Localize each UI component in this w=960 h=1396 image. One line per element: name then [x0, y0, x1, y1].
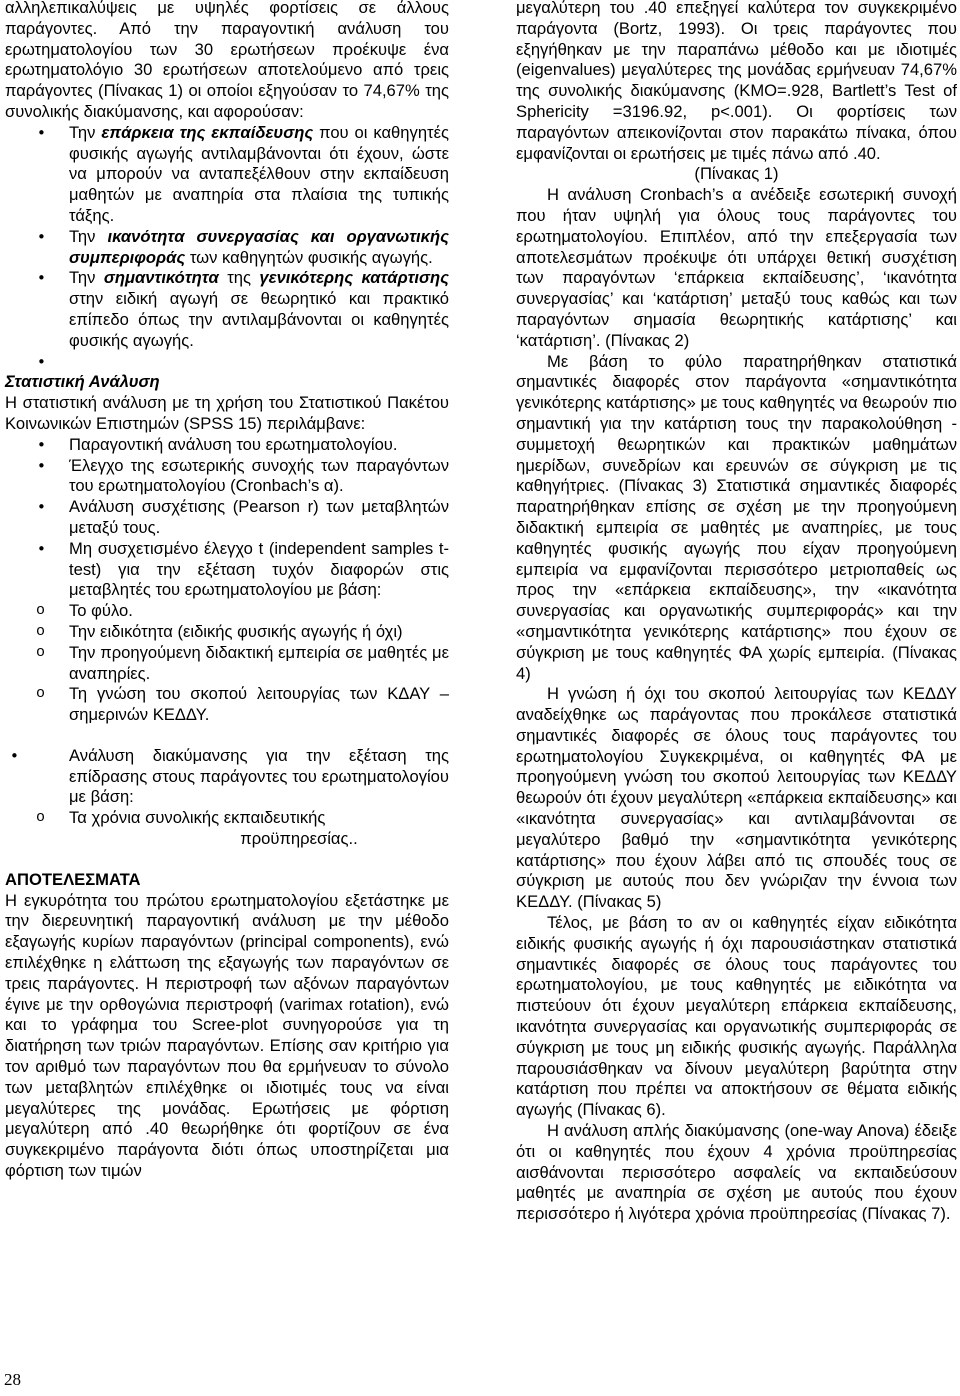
- anova-subitem: o Τα χρόνια συνολικής εκπαιδευτικής προϋπηρεσίας..: [5, 808, 449, 850]
- stats-item: • Μη συσχετισμένο έλεγχο t (independent samples t-test) για την εξέταση τυχόν διαφορών στις μεταβλητές του ερωτηματολογίου με βάση: o Το φύλο. o Την ειδικότητα (ειδικής φυσικής αγωγής ή όχι) o Την προηγούμενη διδακτική εμπειρία σε μαθητές με αναπηρίες. o Τη γνώση του σκοπού λειτουργίας των ΚΔΑΥ – σημερινών ΚΕΔΔΥ.: [5, 539, 449, 726]
- anova-item: • Ανάλυση διακύμανσης για την εξέταση της επίδρασης στους παράγοντες του ερωτηματολογίου με βάση:: [10, 745, 449, 807]
- ttest-subitem: o Τη γνώση του σκοπού λειτουργίας των ΚΔΑΥ – σημερινών ΚΕΔΔΥ.: [5, 684, 449, 726]
- factor-item-3: • Την σημαντικότητα της γενικότερης κατάρτισης στην ειδική αγωγή σε θεωρητικό και πρακτικό επίπεδο όπως την αντιλαμβάνονται οι καθηγητές φυσικής αγωγής.: [5, 268, 449, 351]
- factor-term: ικανότητα συνεργασίας και οργανωτικής συμπεριφοράς: [69, 226, 449, 267]
- results-heading: ΑΠΟΤΕΛΕΣΜΑΤΑ: [5, 869, 141, 889]
- right-column: [516, 0, 957, 1225]
- factor-term: επάρκεια της εκπαίδευσης: [101, 122, 314, 142]
- page-number: 28: [4, 1370, 21, 1389]
- stats-item: • Ανάλυση συσχέτισης (Pearson r) των μεταβλητών μεταξύ τους.: [5, 497, 449, 539]
- factor-list: [5, 123, 449, 352]
- factor-term: σημαντικότητα: [103, 268, 219, 288]
- stats-heading: Στατιστική Ανάλυση: [5, 372, 160, 392]
- stats-item: • Παραγοντική ανάλυση του ερωτηματολογίου.: [5, 435, 449, 456]
- table-ref-1: (Πίνακας 1): [694, 164, 779, 184]
- ttest-subitem: o Την ειδικότητα (ειδικής φυσικής αγωγής ή όχι): [5, 622, 449, 643]
- ttest-subitem: o Το φύλο.: [5, 601, 449, 622]
- factor-term: γενικότερης κατάρτισης: [259, 268, 449, 288]
- right-paragraph-3: Με βάση το φύλο παρατηρήθηκαν στατιστικά σημαντικές διαφορές στον παράγοντα «σημαντικότητα γενικότερης κατάρτισης» με τους καθηγητές να θεωρούν πιο σημαντική για την κατάρτιση τους την παρακολούθηση - συμμετοχή θεωρητικών και πρακτικών μαθημάτων ημερίδων, συνεδρίων και ερευνών σε σύγκριση με τις καθηγήτριες. (Πίνακας 3) Στατιστικά σημαντικές διαφορές παρατηρήθηκαν επίσης σε σχέση με την προηγούμενη διδακτική εμπειρία σε μαθητές με αναπηρίες, με τους καθηγητές φυσικής αγωγής που είχαν προηγούμενη εμπειρία να εμφανίζονται περισσότερο μετριοπαθείς ως προς την «επάρκεια εκπαίδευσης», την «ικανότητα συνεργασίας και οργανωτικής συμπεριφοράς» και την «σημαντικότητα γενικότερης κατάρτισης» που έχουν σε σύγκριση με τους καθηγητές ΦΑ χωρίς εμπειρία. (Πίνακας 4): [516, 351, 957, 683]
- stats-intro: Η στατιστική ανάλυση με τη χρήση του Στατιστικού Πακέτου Κοινωνικών Επιστημών (SPSS 15) περιλάμβανε:: [5, 393, 449, 433]
- anova-sublist: [5, 808, 449, 850]
- bullet-icon: •: [10, 746, 19, 765]
- stats-list: [5, 435, 449, 726]
- ttest-sublist: [5, 601, 449, 726]
- ttest-subitem: o Την προηγούμενη διδακτική εμπειρία σε μαθητές με αναπηρίες.: [5, 643, 449, 685]
- right-paragraph-1: μεγαλύτερη του .40 επεξηγεί καλύτερα τον συγκεκριμένο παράγοντα (Bortz, 1993). Οι τρεις παράγοντες που εξηγήθηκαν με την παραπάνω μέθοδο και με ιδιοτιμές (eigenvalues) μεγαλύτερες της μονάδας ερμήνευαν 74,67% της συνολικής διακύμανσης (ΚΜΟ=.928, Bartlett’s Test of Sphericity =3196.92, p<.001). Οι φορτίσεις των παραγόντων απεικονίζονται στον παρακάτω πίνακα, όπου εμφανίζονται οι ερωτήσεις με τιμές πάνω από .40.: [516, 0, 957, 163]
- results-paragraph: Η εγκυρότητα του πρώτου ερωτηματολογίου εξετάστηκε με την διερευνητική παραγοντική ανάλυση με την μέθοδο εξαγωγής κυρίων παραγόντων (principal components), ενώ επιλέχθηκε η ελάττωση της εξαγωγής των παραγόντων σε τρεις παράγοντες. Η περιστροφή των αξόνων παραγόντων έγινε με την ορθογώνια περιστροφή (varimax rotation), ενώ και το γράφημα του Scree-plot συνηγορούσε για τη διατήρηση των τριών παραγόντων. Επίσης σαν κριτήριο για τον αριθμό των παραγόντων που θα ερμήνευαν το σύνολο των μεταβλητών επιλέχθηκε οι ιδιοτιμές τους να είναι μεγαλύτερες της μονάδας. Ερωτήσεις με φόρτιση μεγαλύτερη από .40 θεωρήθηκε ότι φορτίζουν σε ένα συγκεκριμένο παράγοντα διότι όπως υποστηρίζεται μια φόρτιση των τιμών: [5, 890, 449, 1181]
- stats-item: • Έλεγχο της εσωτερικής συνοχής των παραγόντων του ερωτηματολογίου (Cronbach’s α).: [5, 456, 449, 498]
- left-column: [5, 0, 449, 1182]
- right-paragraph-2: Η ανάλυση Cronbach’s α ανέδειξε εσωτερική συνοχή που ήταν υψηλή για όλους τους παράγοντες του ερωτηματολογίου. Επιπλέον, από την επεξεργασία των αποτελεσμάτων προέκυψε ότι υπάρχει θετική συσχέτιση των παραγόντων ‘επάρκεια εκπαίδευσης’, ‘ικανότητα συνεργασίας’ και ‘κατάρτιση’ μεταξύ τους καθώς και των παραγόντων σημασία θεωρητικής κατάρτισης’ και ‘κατάρτιση’. (Πίνακας 2): [516, 185, 957, 350]
- right-paragraph-5: Τέλος, με βάση το αν οι καθηγητές είχαν ειδικότητα ειδικής φυσικής αγωγής ή όχι παρουσιάστηκαν στατιστικά σημαντικές διαφορές σε όλους τους παράγοντες του ερωτηματολογίου, με τους καθηγητές με ειδικότητα να πιστεύουν ότι έχουν μεγαλύτερη επάρκεια εκπαίδευσης, ικανότητα συνεργασίας και οργανωτικής συμπεριφοράς σε σύγκριση με τους μη ειδικής φυσικής αγωγής. Παράλληλα παρουσιάσθηκαν να δίνουν μεγαλύτερη βαρύτητα στην κατάρτιση που πρέπει να αποκτήσουν σε θέματα ειδικής αγωγής (Πίνακας 6).: [516, 913, 957, 1120]
- right-paragraph-6: Η ανάλυση απλής διακύμανσης (one-way Anova) έδειξε ότι οι καθηγητές που έχουν 4 χρόνια προϋπηρεσίας αισθάνονται περισσότερο ασφαλείς να εκπαιδεύσουν μαθητές με αναπηρία σε σχέση με αυτούς που έχουν περισσότερο ή λιγότερα χρόνια προϋπηρεσίας (Πίνακας 7).: [516, 1121, 957, 1224]
- empty-bullet-icon: [5, 352, 449, 373]
- right-paragraph-4: Η γνώση ή όχι του σκοπού λειτουργίας των ΚΕΔΔΥ αναδείχθηκε ως παράγοντας που προκάλεσε στατιστικά σημαντικές διαφορές σε όλους τους παράγοντες του ερωτηματολογίου Συγκεκριμένα, οι καθηγητές ΦΑ με προηγούμενη γνώση του σκοπού λειτουργίας των ΚΕΔΔΥ θεωρούν ότι έχουν μεγαλύτερη «επάρκεια εκπαίδευσης» και «ικανότητα συνεργασίας» και αντιλαμβάνονται σε μεγαλύτερο βαθμό την «σημαντικότητα γενικότερης κατάρτισης» που έχουν λάβει από τις σπουδές τους σε σύγκριση με αυτούς που δεν γνώριζαν την έννοια των ΚΕΔΔΥ. (Πίνακας 5): [516, 684, 957, 912]
- factor-item-2: • Την ικανότητα συνεργασίας και οργανωτικής συμπεριφοράς των καθηγητών φυσικής αγωγής.: [5, 227, 449, 269]
- intro-paragraph: αλληλεπικαλύψεις με υψηλές φορτίσεις σε άλλους παράγοντες. Από την παραγοντική ανάλυση του ερωτηματολογίου των 30 ερωτήσεων προέκυψε ένα ερωτηματολόγιο 30 ερωτήσεων αποτελούμενο από τρεις παράγοντες (Πίνακας 1) οι οποίοι εξηγούσαν το 74,67% της συνολικής διακύμανσης, και αφορούσαν:: [5, 0, 449, 121]
- factor-item-1: • Την επάρκεια της εκπαίδευσης που οι καθηγητές φυσικής αγωγής αντιλαμβάνονται ότι έχουν, ώστε να μπορούν να ανταπεξέλθουν στην εκπαίδευση μαθητών με αναπηρία στα πλαίσια της τυπικής τάξης.: [5, 123, 449, 227]
